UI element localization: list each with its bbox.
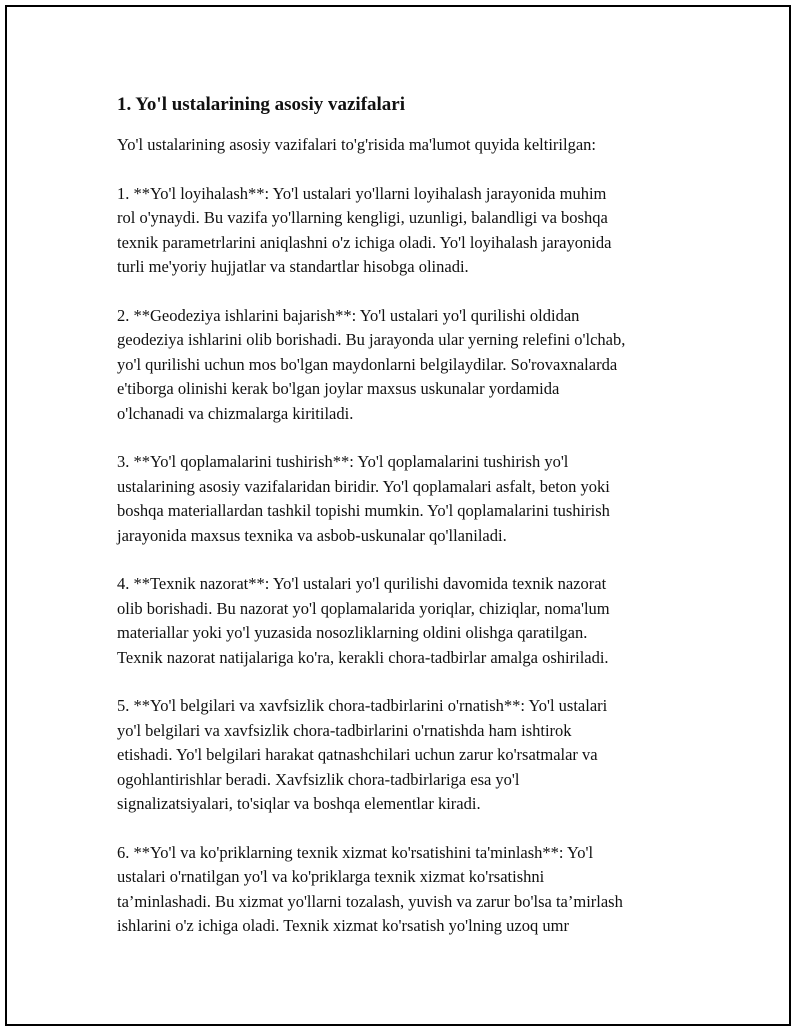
paragraph-line: yo'l belgilari va xavfsizlik chora-tadbirlarini o'rnatishda ham ishtirok	[117, 720, 572, 740]
paragraph-line: ogohlantirishlar beradi. Xavfsizlik chora-tadbirlariga esa yo'l	[117, 769, 520, 789]
document-body	[117, 93, 697, 963]
paragraph-line: materiallar yoki yo'l yuzasida nosozliklarning oldini olishga qaratilgan.	[117, 623, 588, 642]
paragraph-line: 1. **Yo'l loyihalash**: Yo'l ustalari yo'llarni loyihalash jarayonida muhim	[117, 183, 607, 203]
intro-line: Yo'l ustalarining asosiy vazifalari to'g'risida ma'lumot quyida keltirilgan:	[117, 135, 597, 154]
paragraph-line: olib borishadi. Bu nazorat yo'l qoplamalarida yoriqlar, chiziqlar, noma'lum	[117, 598, 610, 618]
paragraph-line: geodeziya ishlarini olib borishadi. Bu jarayonda ular yerning relefini o'lchab,	[117, 330, 626, 349]
paragraph-line: ustalari o'rnatilgan yo'l va ko'priklarga texnik xizmat ko'rsatishni	[117, 867, 545, 886]
paragraph-line: 4. **Texnik nazorat**: Yo'l ustalari yo'l qurilishi davomida texnik nazorat	[117, 574, 607, 593]
paragraph-line: ustalarining asosiy vazifalaridan biridir. Yo'l qoplamalari asfalt, beton yoki	[117, 476, 610, 496]
section-heading: 1. Yo'l ustalarining asosiy vazifalari	[117, 94, 406, 115]
paragraph-line: ishlarini o'z ichiga oladi. Texnik xizmat ko'rsatish yo'lning uzoq umr	[117, 916, 569, 935]
paragraph-line: 3. **Yo'l qoplamalarini tushirish**: Yo'l qoplamalarini tushirish yo'l	[117, 452, 569, 471]
paragraph-line: texnik parametrlarini aniqlashni o'z ichiga oladi. Yo'l loyihalash jarayonida	[117, 232, 612, 252]
paragraph-line: jarayonida maxsus texnika va asbob-uskunalar qo'llaniladi.	[117, 525, 507, 545]
paragraph-line: signalizatsiyalari, to'siqlar va boshqa elementlar kiradi.	[117, 794, 481, 813]
paragraph-4	[117, 572, 697, 670]
paragraph-3	[117, 450, 697, 548]
paragraph-2	[117, 304, 697, 427]
paragraph-line: rol o'ynaydi. Bu vazifa yo'llarning kengligi, uzunligi, balandligi va boshqa	[117, 208, 608, 227]
paragraph-line: turli me'yoriy hujjatlar va standartlar hisobga olinadi.	[117, 257, 469, 276]
paragraph-line: 5. **Yo'l belgilari va xavfsizlik chora-tadbirlarini o'rnatish**: Yo'l ustalari	[117, 696, 608, 715]
paragraph-line: yo'l qurilishi uchun mos bo'lgan maydonlarni belgilaydilar. So'rovaxnalarda	[117, 354, 618, 374]
paragraph-1	[117, 182, 697, 280]
intro-paragraph	[117, 133, 697, 158]
paragraph-6	[117, 841, 697, 939]
paragraph-line: Texnik nazorat natijalariga ko'ra, kerakli chora-tadbirlar amalga oshiriladi.	[117, 647, 609, 667]
paragraph-line: e'tiborga olinishi kerak bo'lgan joylar maxsus uskunalar yordamida	[117, 379, 560, 398]
paragraph-line: 6. **Yo'l va ko'priklarning texnik xizmat ko'rsatishini ta'minlash**: Yo'l	[117, 842, 594, 862]
paragraph-line: etishadi. Yo'l belgilari harakat qatnashchilari uchun zarur ko'rsatmalar va	[117, 745, 598, 764]
paragraph-5	[117, 694, 697, 817]
paragraph-line: 2. **Geodeziya ishlarini bajarish**: Yo'l ustalari yo'l qurilishi oldidan	[117, 305, 580, 325]
paragraph-line: o'lchanadi va chizmalarga kiritiladi.	[117, 403, 354, 423]
paragraph-line: boshqa materiallardan tashkil topishi mumkin. Yo'l qoplamalarini tushirish	[117, 501, 610, 520]
paragraph-line: ta’minlashadi. Bu xizmat yo'llarni tozalash, yuvish va zarur bo'lsa ta’mirlash	[117, 891, 623, 911]
